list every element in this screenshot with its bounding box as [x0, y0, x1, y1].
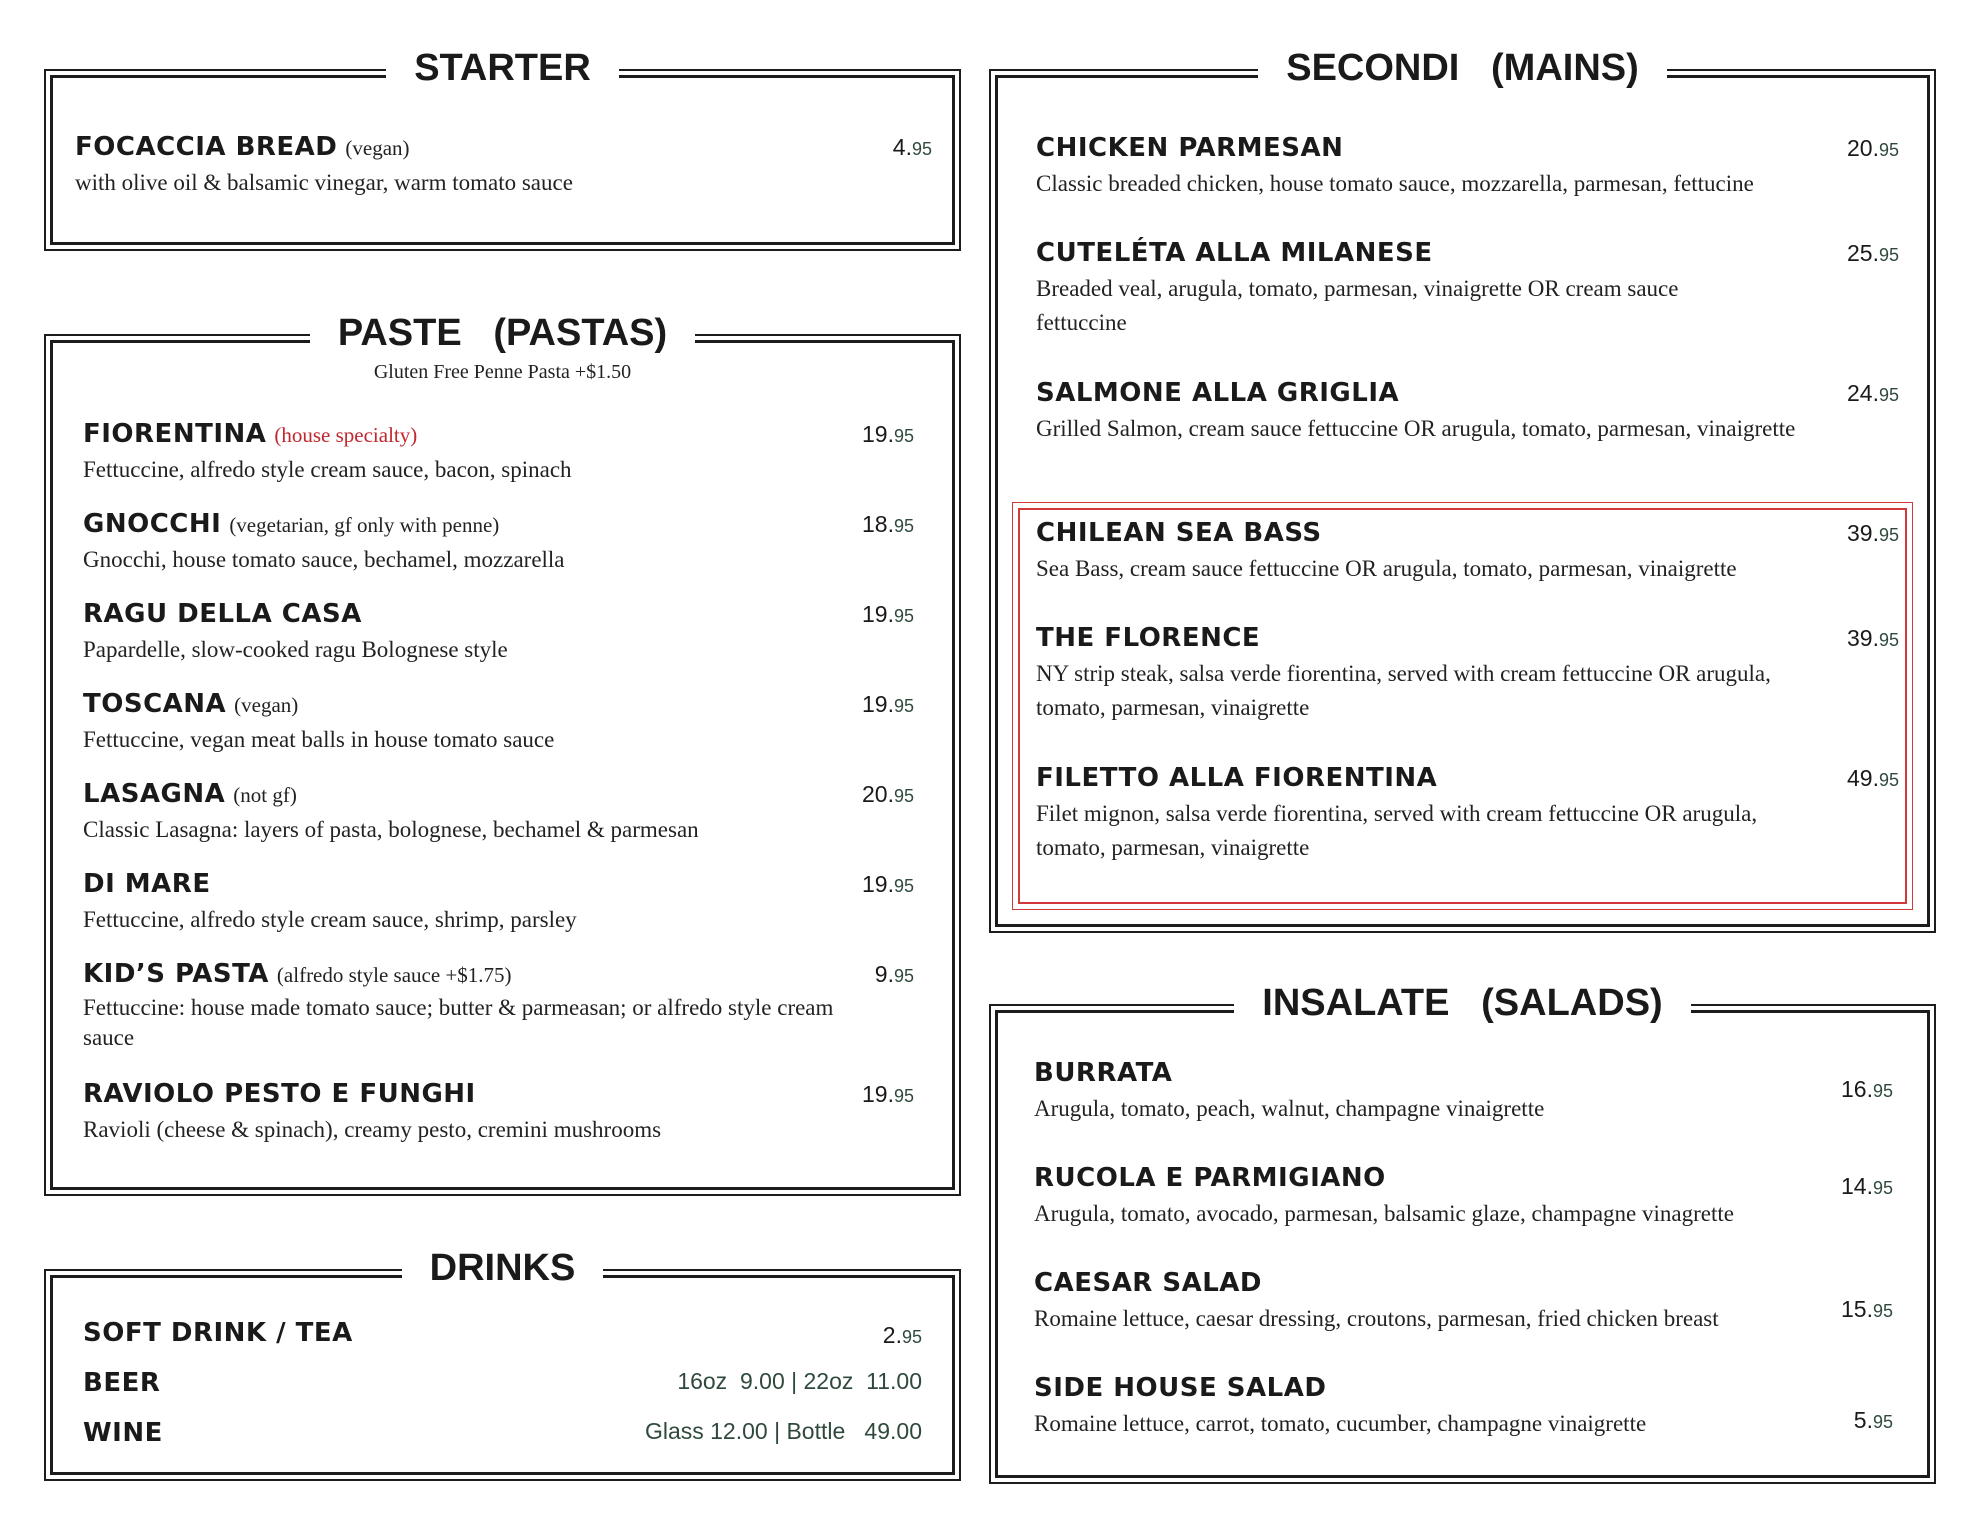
drink-item: [83, 1368, 922, 1398]
menu-item: [75, 132, 932, 200]
menu-item: [83, 959, 914, 1053]
item-name: FOCACCIA BREAD: [75, 132, 338, 162]
menu-item: [1036, 238, 1899, 340]
item-name: SOFT DRINK / TEA: [83, 1318, 353, 1348]
drink-item: [83, 1418, 922, 1448]
item-name: CHILEAN SEA BASS: [1036, 518, 1322, 548]
menu-item: [1036, 763, 1899, 865]
starter-title: STARTER: [386, 42, 619, 94]
pastas-subtitle: Gluten Free Penne Pasta +$1.50: [373, 361, 632, 383]
item-price: Glass 12.00 | Bottle 49.00: [644, 1418, 922, 1444]
menu-item: [83, 779, 914, 847]
item-note: (not gf): [233, 783, 297, 807]
drinks-section: [50, 1247, 955, 1475]
menu-item: [1034, 1373, 1893, 1441]
item-price: 2.95: [882, 1322, 922, 1348]
menu-item: [83, 419, 914, 487]
item-price: 19.95: [861, 601, 914, 627]
item-price: 19.95: [861, 1081, 914, 1107]
item-description: Gnocchi, house tomato sauce, bechamel, mozzarella: [83, 547, 565, 572]
item-name: BURRATA: [1034, 1058, 1173, 1088]
item-price: 25.95: [1846, 240, 1899, 266]
item-price: 15.95: [1840, 1296, 1893, 1322]
item-description: with olive oil & balsamic vinegar, warm tomato sauce: [75, 170, 573, 195]
item-description: Fettuccine, vegan meat balls in house tomato sauce: [83, 727, 555, 752]
drinks-title: DRINKS: [402, 1242, 604, 1294]
item-price: 20.95: [1846, 135, 1899, 161]
starter-section: [50, 47, 955, 245]
item-price: 49.95: [1846, 765, 1899, 791]
salads-title: INSALATE (SALADS): [1234, 977, 1690, 1029]
item-note: (house specialty): [274, 423, 418, 447]
item-description: Ravioli (cheese & spinach), creamy pesto, cremini mushrooms: [83, 1117, 662, 1142]
item-name: FIORENTINA: [83, 419, 267, 449]
item-description: Romaine lettuce, caesar dressing, croutons, parmesan, fried chicken breast: [1034, 1306, 1719, 1331]
menu-item: [1034, 1268, 1893, 1336]
item-name: DI MARE: [83, 869, 211, 899]
item-name: THE FLORENCE: [1036, 623, 1261, 653]
item-price: 14.95: [1840, 1173, 1893, 1199]
item-price: 5.95: [1853, 1407, 1893, 1433]
item-note: (vegan): [345, 136, 410, 160]
item-description: Classic breaded chicken, house tomato sauce, mozzarella, parmesan, fettucine: [1036, 171, 1754, 196]
item-description: Sea Bass, cream sauce fettuccine OR arugula, tomato, parmesan, vinaigrette: [1036, 556, 1737, 581]
menu-item: [1036, 518, 1899, 586]
item-name: CUTELÉTA ALLA MILANESE: [1036, 238, 1433, 268]
item-price: 19.95: [861, 421, 914, 447]
item-name: RAVIOLO PESTO E FUNGHI: [83, 1079, 476, 1109]
item-price: 19.95: [861, 871, 914, 897]
menu-item: [1036, 133, 1899, 201]
item-name: TOSCANA: [83, 689, 227, 719]
item-name: FILETTO ALLA FIORENTINA: [1036, 763, 1438, 793]
item-name: CHICKEN PARMESAN: [1036, 133, 1344, 163]
item-description: Arugula, tomato, peach, walnut, champagne vinaigrette: [1034, 1096, 1545, 1121]
menu-item: [1034, 1163, 1893, 1231]
item-price: 9.95: [874, 961, 914, 987]
item-note: (alfredo style sauce +$1.75): [276, 963, 512, 987]
item-name: CAESAR SALAD: [1034, 1268, 1263, 1298]
item-description: Filet mignon, salsa verde fiorentina, served with cream fettuccine OR arugula, tomato, parmesan, vinaigrette: [1036, 801, 1758, 860]
menu-item: [83, 869, 914, 937]
item-description: Fettuccine, alfredo style cream sauce, bacon, spinach: [83, 457, 572, 482]
menu-item: [1034, 1058, 1893, 1126]
item-name: GNOCCHI: [83, 509, 222, 539]
item-description: Arugula, tomato, avocado, parmesan, balsamic glaze, champagne vinagrette: [1034, 1201, 1734, 1226]
menu-item: [1036, 378, 1899, 446]
mains-section: [995, 47, 1930, 927]
item-price: 19.95: [861, 691, 914, 717]
item-price: 18.95: [861, 511, 914, 537]
item-name: SALMONE ALLA GRIGLIA: [1036, 378, 1400, 408]
item-price: 24.95: [1846, 380, 1899, 406]
item-description: Fettuccine, alfredo style cream sauce, shrimp, parsley: [83, 907, 577, 932]
pastas-title: PASTE (PASTAS): [310, 307, 695, 359]
mains-title: SECONDI (MAINS): [1258, 42, 1667, 94]
item-name: RAGU DELLA CASA: [83, 599, 362, 629]
item-description: Grilled Salmon, cream sauce fettuccine OR arugula, tomato, parmesan, vinaigrette: [1036, 416, 1796, 441]
item-name: SIDE HOUSE SALAD: [1034, 1373, 1327, 1403]
item-description: Fettuccine: house made tomato sauce; butter & parmeasan; or alfredo style cream sauce: [83, 995, 834, 1050]
menu-item: [1036, 623, 1899, 725]
item-price: 20.95: [861, 781, 914, 807]
menu-item: [83, 1079, 914, 1147]
item-price: 39.95: [1846, 520, 1899, 546]
item-price: 16oz 9.00 | 22oz 11.00: [677, 1368, 922, 1394]
item-price: 4.95: [892, 134, 932, 160]
item-name: KID’S PASTA: [83, 959, 269, 989]
menu-item: [83, 599, 914, 667]
item-note: (vegan): [234, 693, 299, 717]
item-name: LASAGNA: [83, 779, 226, 809]
item-price: 39.95: [1846, 625, 1899, 651]
menu-item: [83, 689, 914, 757]
pastas-section: [50, 312, 955, 1190]
salads-section: [995, 982, 1930, 1478]
item-description: Papardelle, slow-cooked ragu Bolognese style: [83, 637, 508, 662]
drink-item: [83, 1318, 922, 1348]
item-description: NY strip steak, salsa verde fiorentina, served with cream fettuccine OR arugula, tomato, parmesan, vinaigrette: [1036, 661, 1771, 720]
item-name: RUCOLA E PARMIGIANO: [1034, 1163, 1386, 1193]
item-note: (vegetarian, gf only with penne): [229, 513, 500, 537]
item-name: WINE: [83, 1418, 163, 1448]
item-name: BEER: [83, 1368, 161, 1398]
menu-item: [83, 509, 914, 577]
item-description: Breaded veal, arugula, tomato, parmesan, vinaigrette OR cream sauce fettuccine: [1036, 276, 1679, 335]
item-description: Romaine lettuce, carrot, tomato, cucumber, champagne vinaigrette: [1034, 1411, 1647, 1436]
item-price: 16.95: [1840, 1076, 1893, 1102]
item-description: Classic Lasagna: layers of pasta, bolognese, bechamel & parmesan: [83, 817, 699, 842]
